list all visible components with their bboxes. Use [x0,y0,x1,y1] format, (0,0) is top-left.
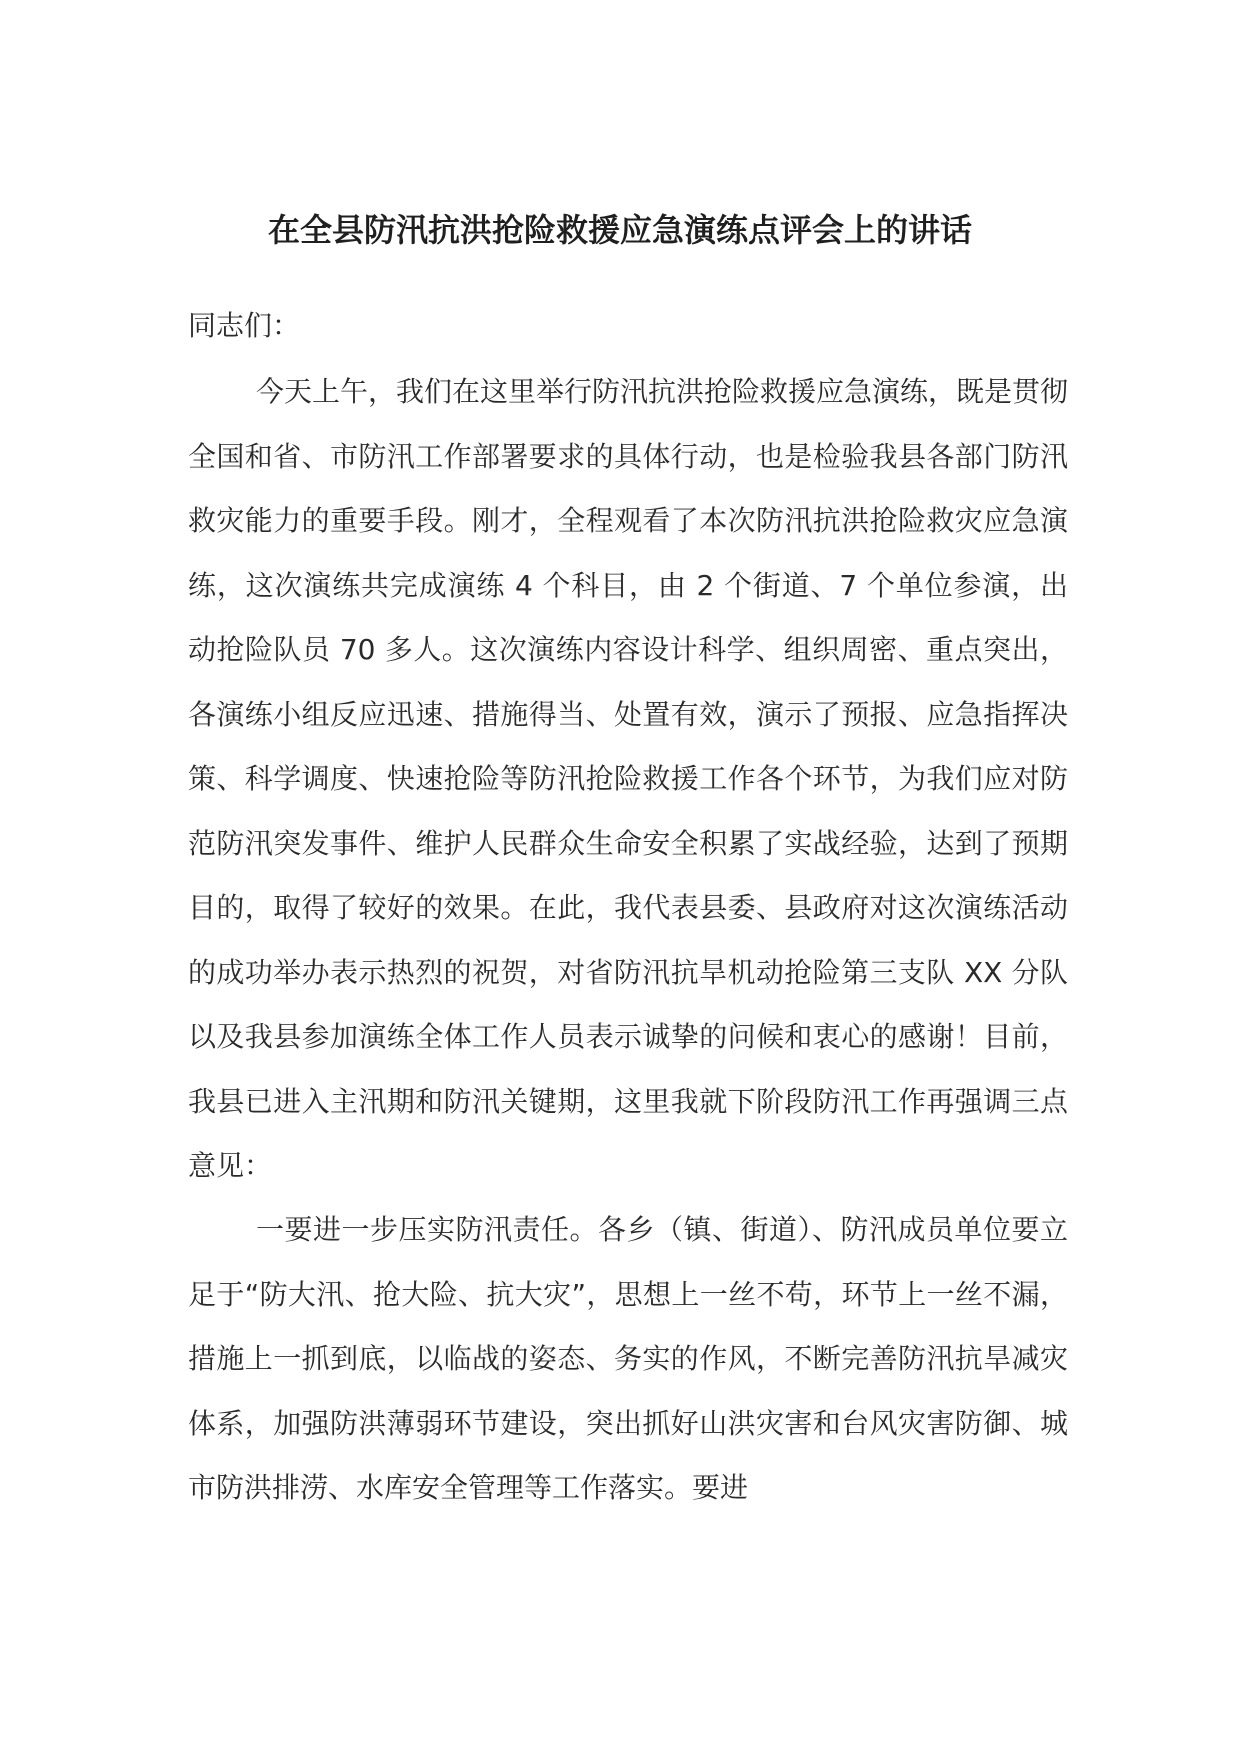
paragraph-1: 今天上午，我们在这里举行防汛抗洪抢险救援应急演练，既是贯彻全国和省、市防汛工作部署要求的具体行动，也是检验我县各部门防汛救灾能力的重要手段。刚才，全程观看了本次防汛抗洪抢险救灾应急演练，这次演练共完成演练 4 个科目，由 2 个街道、7 个单位参演，出动抢险队员 70 多人。这次演练内容设计科学、组织周密、重点突出，各演练小组反应迅速、措施得当、处置有效，演示了预报、应急指挥决策、科学调度、快速抢险等防汛抢险救援工作各个环节，为我们应对防范防汛突发事件、维护人民群众生命安全积累了实战经验，达到了预期目的，取得了较好的效果。在此，我代表县委、县政府对这次演练活动的成功举办表示热烈的祝贺，对省防汛抗旱机动抢险第三支队 XX 分队以及我县参加演练全体工作人员表示诚挚的问候和衷心的感谢！目前，我县已进入主汛期和防汛关键期，这里我就下阶段防汛工作再强调三点意见： [188,375,1069,1182]
document-title: 在全县防汛抗洪抢险救援应急演练点评会上的讲话 [267,211,972,249]
paragraph-2: 一要进一步压实防汛责任。各乡（镇、街道）、防汛成员单位要立足于“防大汛、抢大险、抗大灾”，思想上一丝不苟，环节上一丝不漏，措施上一抓到底，以临战的姿态、务实的作风，不断完善防汛抗旱减灾体系，加强防洪薄弱环节建设，突出抓好山洪灾害和台风灾害防御、城市防洪排涝、水库安全管理等工作落实。要进 [188,1213,1068,1504]
salutation: 同志们： [188,309,301,342]
